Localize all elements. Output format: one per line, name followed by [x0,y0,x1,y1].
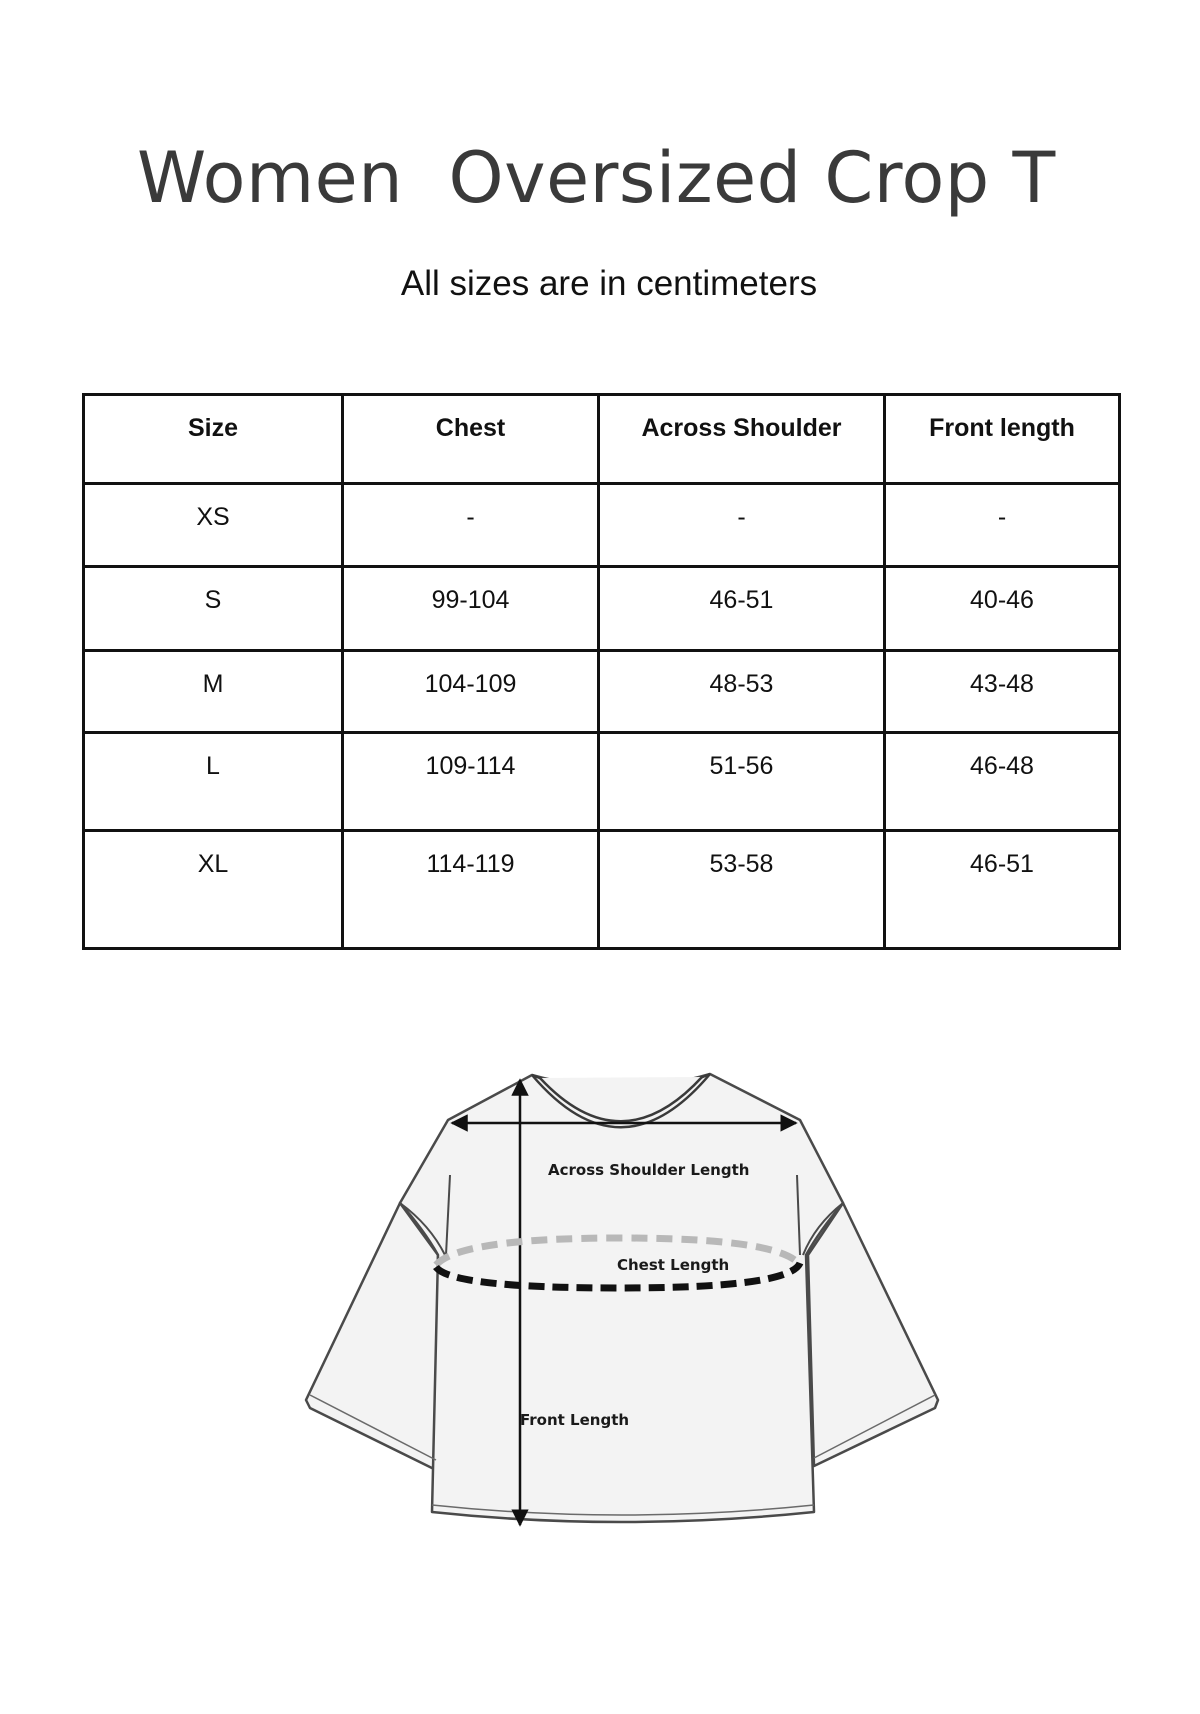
cell-front-length: 40-46 [885,567,1120,651]
front-length-label: Front Length [520,1411,630,1429]
cell-across-shoulder: 48-53 [599,651,885,733]
cell-size: XS [84,484,343,567]
cell-chest: 109-114 [343,733,599,831]
cell-front-length: 46-51 [885,831,1120,949]
cell-chest: - [343,484,599,567]
cell-front-length: 43-48 [885,651,1120,733]
cell-chest: 104-109 [343,651,599,733]
cell-across-shoulder: - [599,484,885,567]
cell-across-shoulder: 46-51 [599,567,885,651]
cell-across-shoulder: 51-56 [599,733,885,831]
left-sleeve [306,1203,438,1470]
cell-front-length: 46-48 [885,733,1120,831]
column-header-chest: Chest [343,395,599,484]
cell-size: XL [84,831,343,949]
cell-front-length: - [885,484,1120,567]
cell-size: S [84,567,343,651]
column-header-size: Size [84,395,343,484]
cell-size: M [84,651,343,733]
chest-label: Chest Length [617,1256,730,1274]
page-title: Women Oversized Crop T [137,137,1056,219]
cell-across-shoulder: 53-58 [599,831,885,949]
across-shoulder-label: Across Shoulder Length [548,1161,750,1179]
column-header-front-length: Front length [885,395,1120,484]
cell-chest: 114-119 [343,831,599,949]
column-header-across-shoulder: Across Shoulder [599,395,885,484]
cell-size: L [84,733,343,831]
shirt-body [400,1074,843,1522]
cell-chest: 99-104 [343,567,599,651]
units-note: All sizes are in centimeters [400,264,818,303]
tshirt-outline [306,1074,938,1522]
